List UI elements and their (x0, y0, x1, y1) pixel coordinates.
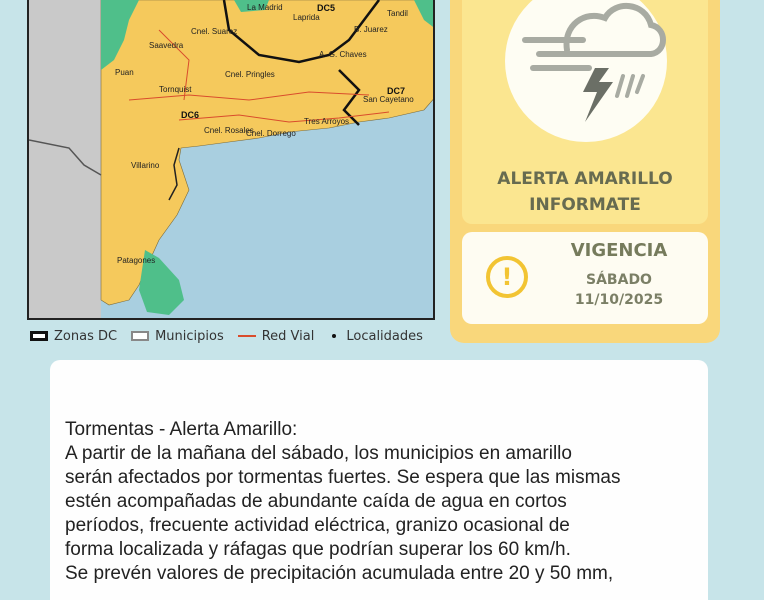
road-swatch-icon (238, 335, 256, 337)
map-graphic (29, 0, 435, 320)
legend-red-vial-label: Red Vial (261, 328, 315, 344)
locality-puan: Puan (115, 68, 134, 77)
locality-laprida: Laprida (293, 13, 320, 22)
locality-tandil: Tandil (387, 9, 408, 18)
locality-patagones: Patagones (117, 256, 156, 265)
legend-localidades (328, 329, 423, 344)
legend-zonas (30, 329, 117, 344)
locality-villarino: Villarino (131, 161, 160, 170)
legend-municipios (131, 329, 224, 344)
vigencia-label: VIGENCIA (570, 240, 668, 261)
legend-municipios-label: Municipios (155, 328, 224, 344)
locality-cnel-suarez: Cnel. Suarez (191, 27, 238, 36)
description-line-4: períodos, frecuente actividad eléctrica, granizo ocasional de (65, 515, 570, 536)
alert-card (450, 0, 720, 343)
alert-title-line2: INFORMATE (529, 195, 641, 215)
locality-tres-arroyos: Tres Arroyos (304, 117, 350, 126)
description-line-1: A partir de la mañana del sábado, los municipios en amarillo (65, 443, 572, 464)
description-text (65, 418, 705, 586)
description-line-6: Se prevén valores de precipitación acumulada entre 20 y 50 mm, (65, 563, 614, 584)
description-heading: Tormentas - Alerta Amarillo: (65, 419, 298, 440)
description-line-5: forma localizada y ráfagas que podrían superar los 60 km/h. (65, 539, 571, 560)
vigencia-day: SÁBADO (586, 272, 652, 288)
legend-red-vial (238, 329, 315, 344)
vigencia-box (462, 232, 708, 324)
description-line-2: serán afectados por tormentas fuertes. Se espera que las mismas (65, 467, 621, 488)
zone-label-dc5: DC5 (317, 3, 336, 13)
alert-title-line1: ALERTA AMARILLO (497, 169, 673, 189)
locality-tornquist: Tornquist (159, 85, 192, 94)
municipio-swatch-icon (131, 331, 149, 341)
locality-saavedra: Saavedra (149, 41, 184, 50)
legend-zonas-label: Zonas DC (54, 328, 118, 344)
warning-icon: ! (486, 256, 528, 298)
locality-b-juarez: B. Juarez (354, 25, 388, 34)
locality-cnel-dorrego: Cnel. Dorrego (246, 129, 296, 138)
locality-dot-icon (332, 334, 336, 338)
description-panel (50, 360, 708, 600)
description-line-3: estén acompañadas de abundante caída de agua en cortos (65, 491, 567, 512)
locality-san-cayetano: San Cayetano (363, 95, 414, 104)
storm-cloud-icon (505, 0, 667, 142)
locality-cnel-pringles: Cnel. Pringles (225, 70, 275, 79)
locality-la-madrid: La Madrid (247, 3, 283, 12)
weather-alert-map (27, 0, 435, 320)
alert-title (462, 166, 708, 218)
legend-localidades-label: Localidades (346, 328, 423, 344)
zone-label-dc6: DC6 (181, 110, 200, 120)
neighbor-province (29, 0, 101, 320)
map-legend (30, 327, 423, 345)
locality-ag-chaves: A. G. Chaves (319, 50, 367, 59)
zone-swatch-icon (30, 331, 48, 341)
vigencia-date: 11/10/2025 (574, 292, 664, 308)
zone-label-dc7: DC7 (387, 86, 406, 96)
alert-header-panel (462, 0, 708, 224)
locality-cnel-rosales: Cnel. Rosales (204, 126, 254, 135)
